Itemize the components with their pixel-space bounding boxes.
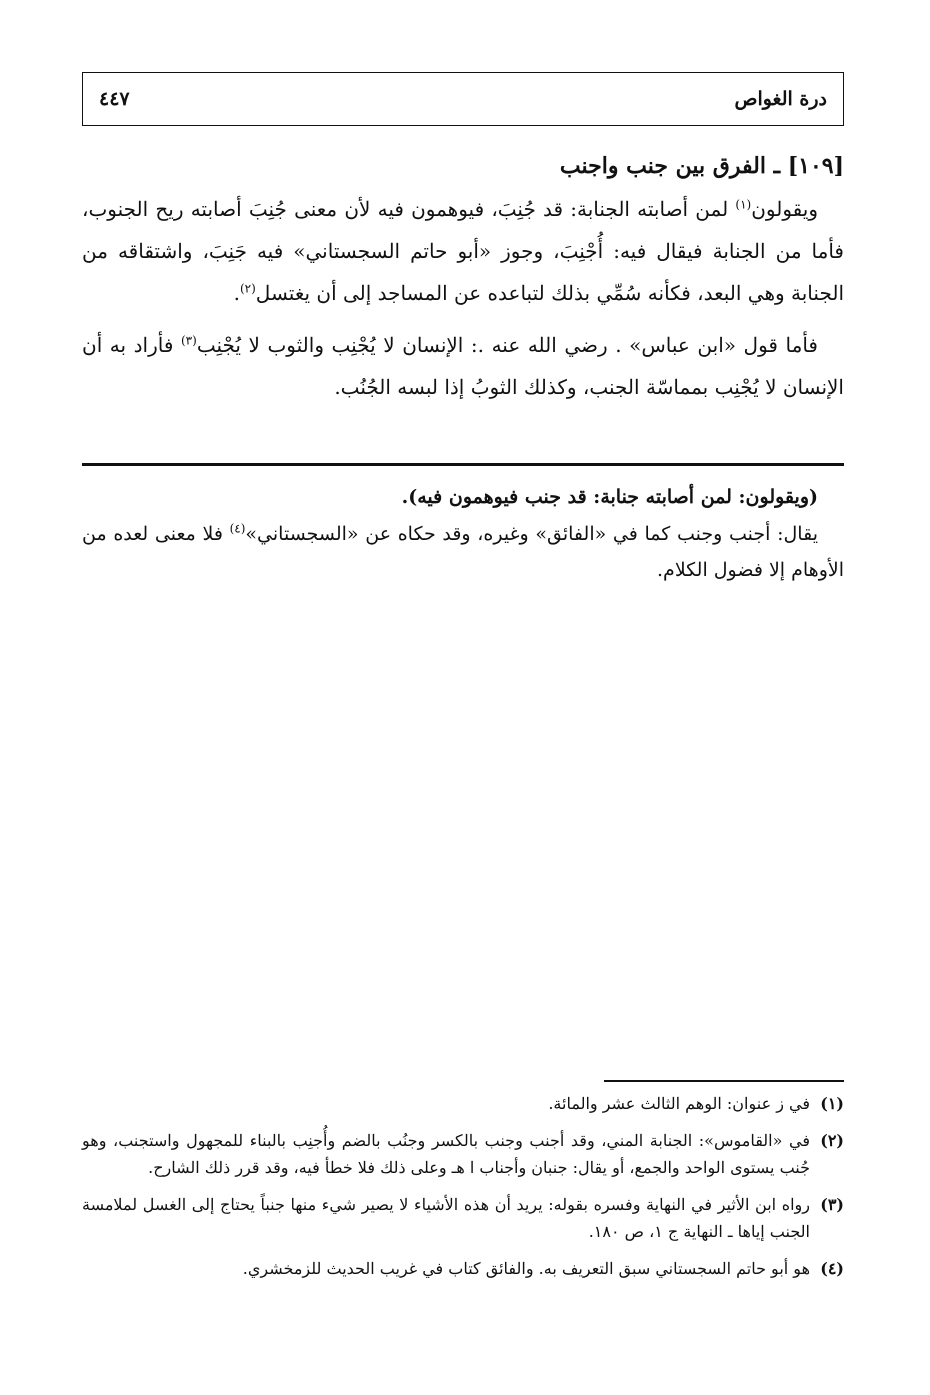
- footnote-2: [82, 1127, 844, 1181]
- footnote-3: [82, 1191, 844, 1245]
- footnote-ref-3[interactable]: (٣): [180, 333, 197, 348]
- section-title: [١٠٩] ـ الفرق بين جنب واجنب: [559, 153, 844, 179]
- running-header: [82, 72, 844, 126]
- footnote-1: [82, 1090, 844, 1117]
- commentary-text-b: فلا معنى لعده من الأوهام إلا فضول الكلام.: [82, 523, 844, 581]
- main-text: [82, 148, 844, 408]
- paragraph-1-text-a: ويقولون: [751, 197, 818, 221]
- paragraph-2-text-a: فأما قول «ابن عباس» . رضي الله عنه .: الإنسان لا يُجْنِب والثوب لا يُجْنِب: [196, 333, 818, 357]
- footnote-4: [82, 1255, 844, 1282]
- book-title: درة الغواص: [734, 88, 827, 110]
- commentary-block: [82, 478, 844, 588]
- footnote-text: في ز عنوان: الوهم الثالث عشر والمائة.: [548, 1094, 810, 1113]
- footnote-text: رواه ابن الأثير في النهاية وفسره بقوله: يريد أن هذه الأشياء لا يصير شيء منها جنباً يحتاج إلى الغسل لملامسة الجنب إياها ـ النهاية ج ١، ص ١٨٠.: [82, 1195, 810, 1241]
- footnote-ref-4[interactable]: (٤): [229, 521, 246, 536]
- footnote-number: (١): [820, 1094, 844, 1113]
- footnotes: [82, 1090, 844, 1292]
- commentary-text-a: يقال: أجنب وجنب كما في «الفائق» وغيره، وقد حكاه عن «السجستاني»: [245, 523, 818, 545]
- footnote-text: هو أبو حاتم السجستاني سبق التعريف به. والفائق كتاب في غريب الحديث للزمخشري.: [242, 1259, 810, 1278]
- paragraph-1: [82, 188, 844, 314]
- paragraph-2: [82, 324, 844, 408]
- footnote-number: (٢): [820, 1131, 844, 1150]
- footnote-divider: [604, 1080, 844, 1082]
- paragraph-2-text-b: فأراد به أن الإنسان لا يُجْنِب بمماسّة الجنب، وكذلك الثوبُ إذا لبسه الجُنُب.: [82, 333, 844, 399]
- footnote-ref-2[interactable]: (٢): [239, 281, 256, 296]
- page-number: ٤٤٧: [99, 88, 130, 110]
- footnote-number: (٣): [820, 1195, 844, 1214]
- footnote-number: (٤): [820, 1259, 844, 1278]
- commentary-body: [82, 516, 844, 588]
- paragraph-1-text-b: لمن أصابته الجنابة: قد جُنِبَ، فيوهمون فيه لأن معنى جُنِبَ أصابته ريح الجنوب، فأما من الجنابة فيقال فيه: أُجْنِبَ، وجوز «أبو حاتم السجستاني» فيه جَنِبَ، واشتقاقه من الجنابة وهي البعد، فكأنه سُمِّي بذلك لتباعده عن المساجد إلى أن يغتسل: [82, 197, 844, 305]
- commentary-title: (ويقولون: لمن أصابته جنابة: قد جنب فيوهمون فيه).: [401, 486, 818, 508]
- footnote-ref-1[interactable]: (١): [735, 197, 752, 212]
- footnote-text: في «القاموس»: الجنابة المني، وقد أجنب وجنب بالكسر وجنُب بالضم وأُجنِب بالبناء للمجهول واستجنب، وهو جُنب يستوى الواحد والجمع، أو يقال: جنبان وأجناب ا هـ وعلى ذلك فلا خطأ فيه، وقد قرر ذلك الشارح.: [82, 1131, 810, 1177]
- paragraph-1-end: .: [233, 281, 240, 305]
- section-divider: [82, 463, 844, 466]
